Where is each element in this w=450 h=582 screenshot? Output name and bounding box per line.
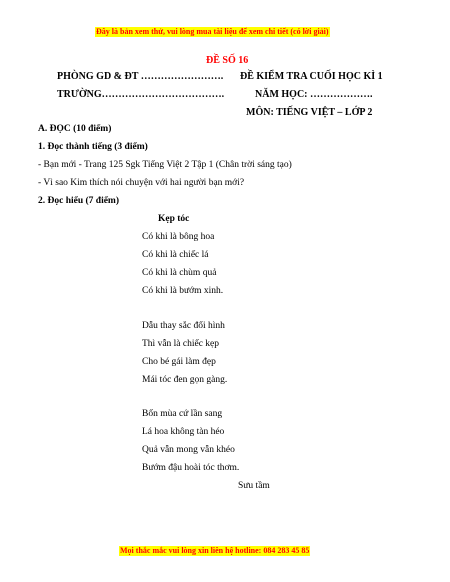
poem-line: Bướm đậu hoài tóc thơm. — [142, 463, 240, 473]
poem-line: Có khi là chùm quả — [142, 268, 217, 278]
poem-line: Có khi là chiếc lá — [142, 250, 209, 260]
hotline-banner: Mọi thắc mắc vui lòng xin liên hệ hotline: 084 283 45 85 — [120, 546, 310, 555]
part1-line2: - Vì sao Kim thích nói chuyện với hai người bạn mới? — [38, 178, 245, 188]
poem-line: Có khi là bông hoa — [142, 232, 215, 242]
header-school: TRƯỜNG………………………………. — [57, 89, 225, 100]
poem-line: Cho bé gái làm đẹp — [142, 357, 216, 367]
part1-line1: - Bạn mới - Trang 125 Sgk Tiếng Việt 2 Tập 1 (Chân trời sáng tạo) — [38, 160, 292, 170]
part2-heading: 2. Đọc hiểu (7 điểm) — [38, 196, 120, 206]
poem-line: Bốn mùa cứ lần sang — [142, 409, 223, 419]
exam-number: ĐỀ SỐ 16 — [206, 55, 249, 66]
header-exam-title: ĐỀ KIỂM TRA CUỐI HỌC KÌ 1 — [240, 71, 383, 82]
poem-title: Kẹp tóc — [158, 214, 190, 224]
poem-line: Mái tóc đen gọn gàng. — [142, 375, 228, 385]
header-school-year: NĂM HỌC: ………………. — [255, 89, 373, 100]
part1-heading: 1. Đọc thành tiếng (3 điểm) — [38, 142, 148, 152]
poem-line: Dẫu thay sắc đổi hình — [142, 321, 225, 331]
poem-line: Có khi là bướm xinh. — [142, 286, 224, 296]
header-department: PHÒNG GD & ĐT ……………………. — [57, 71, 224, 82]
poem-line: Thì vẫn là chiếc kẹp — [142, 339, 220, 349]
poem-source: Sưu tầm — [238, 481, 270, 491]
poem-line: Lá hoa không tàn héo — [142, 427, 225, 437]
section-a-heading: A. ĐỌC (10 điểm) — [38, 124, 112, 134]
preview-banner: Đây là bản xem thử, vui lòng mua tài liệu để xem chi tiết (có lời giải) — [96, 27, 329, 36]
poem-line: Quả vẫn mong vẫn khéo — [142, 445, 235, 455]
header-subject: MÔN: TIẾNG VIỆT – LỚP 2 — [246, 107, 373, 118]
